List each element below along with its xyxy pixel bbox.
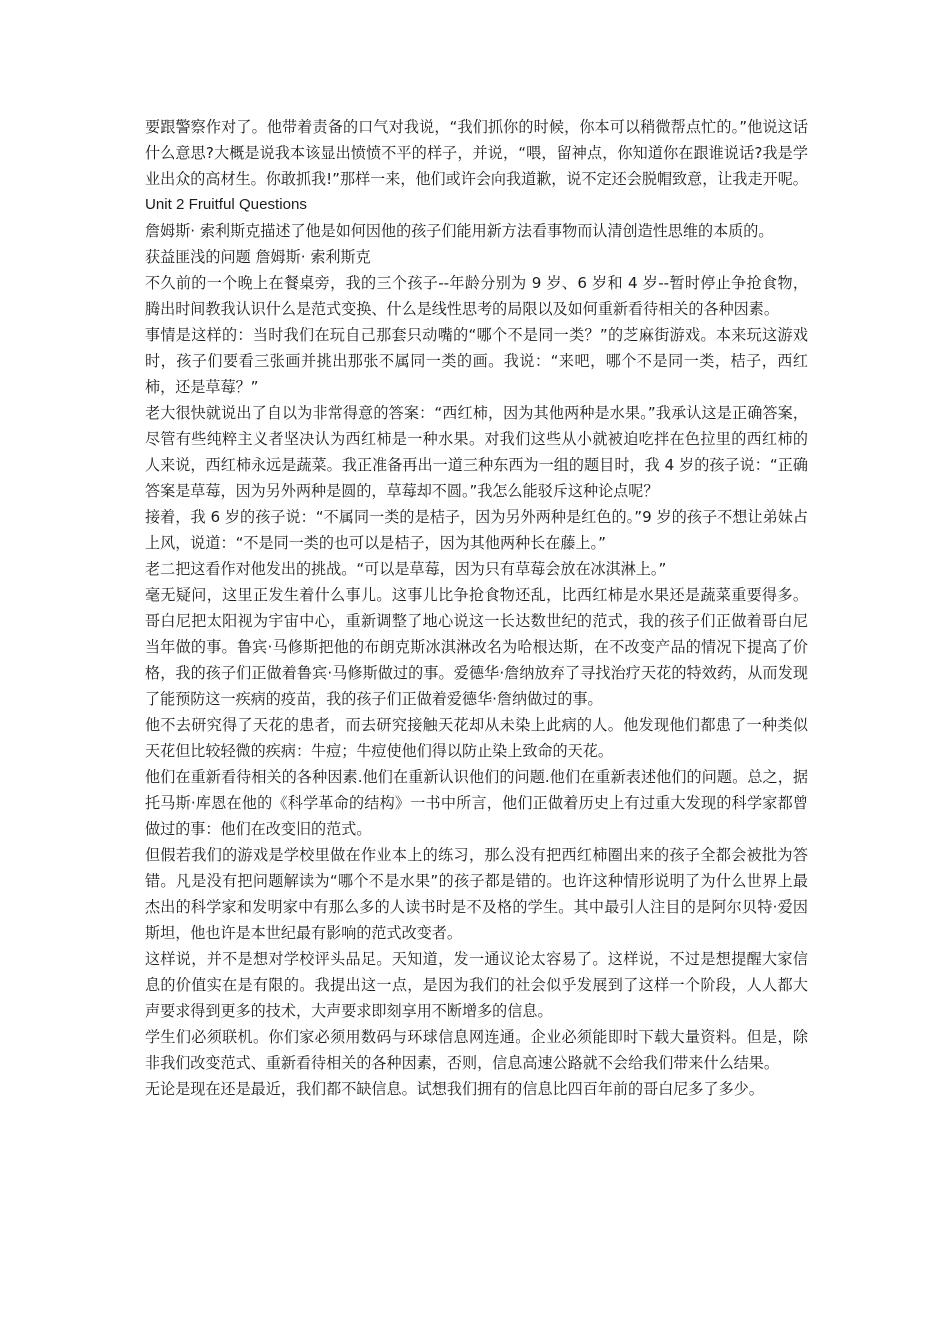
paragraph: 毫无疑问，这里正发生着什么事儿。这事儿比争抢食物还乱，比西红柿是水果还是蔬菜重要得多。哥白尼把太阳视为宇宙中心，重新调整了地心说这一长达数世纪的范式，我的孩子们正做着哥白尼当年做的事。鲁宾·马修斯把他的布朗克斯冰淇淋改名为哈根达斯，在不改变产品的情况下提高了价格，我的孩子们正做着鲁宾·马修斯做过的事。爱德华·詹纳放弃了寻找治疗天花的特效药，从而发现了能预防这一疾病的疫苗，我的孩子们正做着爱德华·詹纳做过的事。 bbox=[145, 586, 808, 708]
document-page bbox=[145, 114, 808, 1102]
paragraph-continued-story: 要跟警察作对了。他带着责备的口气对我说，“我们抓你的时候，你本可以稍微帮点忙的。”他说这话什么意思?大概是说我本该显出愤愤不平的样子，并说，“喂，留神点，你知道你在跟谁说话?我是学业出众的高材生。你敢抓我!”那样一来，他们或许会向我道歉，说不定还会脱帽致意，让我走开呢。 bbox=[145, 118, 808, 188]
article-title-author: 获益匪浅的问题 詹姆斯· 索利斯克 bbox=[145, 248, 371, 266]
paragraph: 事情是这样的：当时我们在玩自己那套只动嘴的“哪个不是同一类？”的芝麻街游戏。本来玩这游戏时，孩子们要看三张画并挑出那张不属同一类的画。我说：“来吧，哪个不是同一类，桔子，西红柿，还是草莓？” bbox=[145, 326, 808, 396]
paragraph: 他不去研究得了天花的患者，而去研究接触天花却从未染上此病的人。他发现他们都患了一种类似天花但比较轻微的疾病：牛痘；牛痘使他们得以防止染上致命的天花。 bbox=[145, 716, 808, 760]
paragraph: 学生们必须联机。你们家必须用数码与环球信息网连通。企业必须能即时下载大量资料。但是，除非我们改变范式、重新看待相关的各种因素，否则，信息高速公路就不会给我们带来什么结果。 bbox=[145, 1028, 808, 1072]
paragraph: 他们在重新看待相关的各种因素.他们在重新认识他们的问题.他们在重新表述他们的问题。总之，据托马斯·库恩在他的《科学革命的结构》一书中所言，他们正做着历史上有过重大发现的科学家都曾做过的事：他们在改变旧的范式。 bbox=[145, 768, 808, 838]
paragraph: 这样说，并不是想对学校评头品足。天知道，发一通议论太容易了。这样说，不过是想提醒大家信息的价值实在是有限的。我提出这一点，是因为我们的社会似乎发展到了这样一个阶段，人人都大声要求得到更多的技术，大声要求即刻享用不断增多的信息。 bbox=[145, 950, 808, 1020]
unit-heading: Unit 2 Fruitful Questions bbox=[145, 196, 307, 213]
paragraph: 接着，我 6 岁的孩子说：“不属同一类的是桔子，因为另外两种是红色的。”9 岁的孩子不想让弟妹占上风，说道：“不是同一类的也可以是桔子，因为其他两种长在藤上。” bbox=[145, 508, 808, 552]
paragraph: 老大很快就说出了自以为非常得意的答案：“西红柿，因为其他两种是水果。”我承认这是正确答案，尽管有些纯粹主义者坚决认为西红柿是一种水果。对我们这些从小就被迫吃拌在色拉里的西红柿的人来说，西红柿永远是蔬菜。我正准备再出一道三种东西为一组的题目时，我 4 岁的孩子说：“正确答案是草莓，因为另外两种是圆的，草莓却不圆。”我怎么能驳斥这种论点呢？ bbox=[145, 404, 808, 500]
paragraph: 不久前的一个晚上在餐桌旁，我的三个孩子--年龄分别为 9 岁、6 岁和 4 岁--暂时停止争抢食物，腾出时间教我认识什么是范式变换、什么是线性思考的局限以及如何重新看待相关的各种因素。 bbox=[145, 274, 808, 318]
paragraph: 老二把这看作对他发出的挑战。“可以是草莓，因为只有草莓会放在冰淇淋上。” bbox=[145, 560, 667, 578]
paragraph: 但假若我们的游戏是学校里做在作业本上的练习，那么没有把西红柿圈出来的孩子全都会被批为答错。凡是没有把问题解读为“哪个不是水果”的孩子都是错的。也许这种情形说明了为什么世界上最杰出的科学家和发明家中有那么多的人读书时是不及格的学生。其中最引人注目的是阿尔贝特·爱因斯坦，他也许是本世纪最有影响的范式改变者。 bbox=[145, 846, 808, 942]
unit-summary: 詹姆斯· 索利斯克描述了他是如何因他的孩子们能用新方法看事物而认清创造性思维的本质的。 bbox=[145, 222, 774, 240]
paragraph: 无论是现在还是最近，我们都不缺信息。试想我们拥有的信息比四百年前的哥白尼多了多少。 bbox=[145, 1080, 764, 1098]
